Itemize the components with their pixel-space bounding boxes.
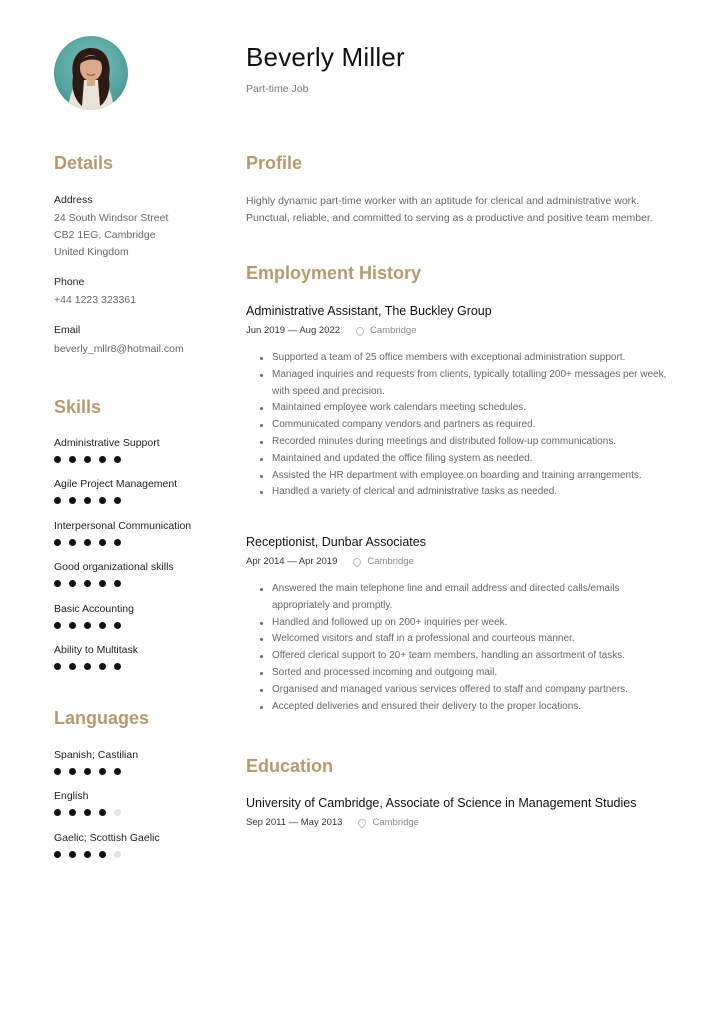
level-dot-filled: [114, 622, 121, 629]
job-bullet: Communicated company vendors and partners as required.: [272, 417, 676, 434]
job-bullet: Handled a variety of clerical and administrative tasks as needed.: [272, 484, 676, 501]
level-dot-filled: [84, 663, 91, 670]
skills-heading: Skills: [54, 397, 102, 417]
level-dots: [54, 497, 229, 504]
address-label: Address: [54, 194, 93, 206]
education-title: University of Cambridge, Associate of Science in Management Studies: [246, 796, 637, 810]
job-bullet: Maintained employee work calendars meeting schedules.: [272, 400, 676, 417]
job-entry: [246, 304, 676, 501]
language-item-name: Spanish; Castilian: [54, 749, 139, 761]
skill-item-name: Administrative Support: [54, 437, 160, 449]
job-bullet: Managed inquiries and requests from clients, typically totalling 200+ messages per week, with speed and precision.: [272, 367, 676, 401]
skill-item: [54, 560, 229, 601]
skill-item: [54, 477, 229, 518]
job-title: Administrative Assistant, The Buckley Group: [246, 304, 492, 318]
job-title: Receptionist, Dunbar Associates: [246, 535, 426, 549]
skill-item-name: Interpersonal Communication: [54, 519, 192, 532]
level-dot-filled: [54, 497, 61, 504]
job-bullet: Supported a team of 25 office members with exceptional administration support.: [272, 350, 676, 367]
skill-item-name: Agile Project Management: [54, 478, 178, 491]
email-label: Email: [54, 324, 81, 336]
education-meta: [246, 817, 676, 828]
level-dot-filled: [54, 663, 61, 670]
level-dot-filled: [69, 622, 76, 629]
level-dot-filled: [69, 580, 76, 587]
job-bullet: Welcomed visitors and staff in a professional and courteous manner.: [272, 631, 676, 648]
job-location: [356, 325, 416, 336]
level-dot-filled: [69, 663, 76, 670]
level-dot-filled: [114, 663, 121, 670]
employment-heading: Employment History: [246, 263, 422, 283]
education-location-text: Cambridge: [372, 817, 419, 828]
education-dates: Sep 2011 — May 2013: [246, 817, 343, 828]
level-dot-empty: [114, 809, 121, 816]
level-dot-filled: [99, 851, 106, 858]
job-bullets: [246, 581, 676, 715]
location-pin-icon: [357, 817, 368, 828]
level-dots: [54, 768, 229, 775]
job-bullet: Organised and managed various services offered to staff and company partners.: [272, 682, 676, 699]
job-bullet: Accepted deliveries and ensured their delivery to the proper locations.: [272, 699, 676, 716]
email-value[interactable]: beverly_mllr8@hotmail.com: [54, 343, 184, 355]
level-dots: [54, 456, 229, 463]
level-dot-filled: [69, 809, 76, 816]
education-location: [358, 817, 418, 828]
languages-list: [54, 748, 229, 872]
address-line: United Kingdom: [54, 246, 129, 258]
job-meta: [246, 556, 676, 567]
level-dot-filled: [84, 580, 91, 587]
level-dot-filled: [69, 497, 76, 504]
phone-value: +44 1223 323361: [54, 294, 137, 306]
job-bullet: Recorded minutes during meetings and distributed follow-up communications.: [272, 434, 676, 451]
level-dot-filled: [114, 539, 121, 546]
job-subtitle: Part-time Job: [246, 83, 309, 95]
level-dot-filled: [99, 580, 106, 587]
level-dot-filled: [84, 809, 91, 816]
address-line: 24 South Windsor Street: [54, 212, 169, 224]
candidate-name: Beverly Miller: [246, 42, 405, 72]
job-entry: [246, 535, 676, 715]
level-dot-filled: [114, 768, 121, 775]
level-dot-filled: [69, 768, 76, 775]
level-dot-filled: [99, 809, 106, 816]
language-item-name: Gaelic; Scottish Gaelic: [54, 831, 160, 844]
level-dot-filled: [114, 456, 121, 463]
skill-item-name: Basic Accounting: [54, 602, 134, 615]
skill-item: [54, 643, 229, 684]
level-dots: [54, 663, 229, 670]
level-dot-filled: [84, 456, 91, 463]
level-dot-filled: [69, 851, 76, 858]
skill-item-name: Good organizational skills: [54, 561, 174, 574]
job-location-text: Cambridge: [367, 556, 414, 567]
skill-item: [54, 602, 229, 643]
job-bullet: Sorted and processed incoming and outgoing mail.: [272, 665, 676, 682]
skill-item: [54, 436, 229, 477]
job-location-text: Cambridge: [370, 325, 417, 336]
level-dot-filled: [114, 497, 121, 504]
job-bullet: Offered clerical support to 20+ team members, handling an assortment of tasks.: [272, 648, 676, 665]
level-dot-filled: [99, 497, 106, 504]
language-item-name: English: [54, 790, 89, 803]
details-heading: Details: [54, 153, 114, 173]
level-dot-filled: [69, 539, 76, 546]
skill-item: [54, 519, 229, 560]
level-dot-filled: [84, 851, 91, 858]
level-dot-filled: [54, 809, 61, 816]
job-bullet: Handled and followed up on 200+ inquiries per week.: [272, 615, 676, 632]
languages-heading: Languages: [54, 708, 150, 728]
level-dot-filled: [54, 539, 61, 546]
location-pin-icon: [354, 325, 365, 336]
job-meta: [246, 325, 676, 336]
location-pin-icon: [352, 556, 363, 567]
job-bullets: [246, 350, 676, 501]
level-dots: [54, 539, 229, 546]
skills-list: [54, 436, 229, 684]
level-dots: [54, 809, 229, 816]
job-bullet: Maintained and updated the office filing system as needed.: [272, 451, 676, 468]
level-dot-filled: [99, 768, 106, 775]
level-dot-filled: [84, 497, 91, 504]
level-dot-filled: [114, 580, 121, 587]
level-dots: [54, 580, 229, 587]
education-heading: Education: [246, 756, 334, 776]
level-dot-filled: [54, 580, 61, 587]
language-item: [54, 748, 229, 789]
level-dots: [54, 851, 229, 858]
education-entry: [246, 796, 676, 828]
profile-text: Highly dynamic part-time worker with an aptitude for clerical and administrative work. Punctual, reliable, and committed to serving as a productive and positive team member.: [246, 195, 653, 224]
level-dot-empty: [114, 851, 121, 858]
phone-label: Phone: [54, 276, 85, 288]
level-dot-filled: [54, 456, 61, 463]
job-dates: Apr 2014 — Apr 2019: [246, 556, 338, 567]
level-dot-filled: [99, 539, 106, 546]
level-dot-filled: [84, 539, 91, 546]
level-dot-filled: [54, 622, 61, 629]
language-item: [54, 789, 229, 830]
address-line: CB2 1EG, Cambridge: [54, 229, 156, 241]
job-bullet: Assisted the HR department with employee on boarding and training arrangements.: [272, 468, 676, 485]
address-value: [54, 210, 168, 261]
level-dot-filled: [99, 663, 106, 670]
level-dots: [54, 622, 229, 629]
level-dot-filled: [84, 622, 91, 629]
skill-item-name: Ability to Multitask: [54, 643, 139, 656]
level-dot-filled: [54, 768, 61, 775]
job-location: [353, 556, 413, 567]
job-bullet: Answered the main telephone line and email address and directed calls/emails appropriately and promptly.: [272, 581, 676, 615]
avatar: [54, 36, 128, 110]
profile-photo: [54, 36, 128, 110]
profile-heading: Profile: [246, 153, 303, 173]
level-dot-filled: [69, 456, 76, 463]
level-dot-filled: [99, 622, 106, 629]
job-dates: Jun 2019 — Aug 2022: [246, 325, 341, 336]
level-dot-filled: [99, 456, 106, 463]
level-dot-filled: [54, 851, 61, 858]
language-item: [54, 831, 229, 872]
level-dot-filled: [84, 768, 91, 775]
